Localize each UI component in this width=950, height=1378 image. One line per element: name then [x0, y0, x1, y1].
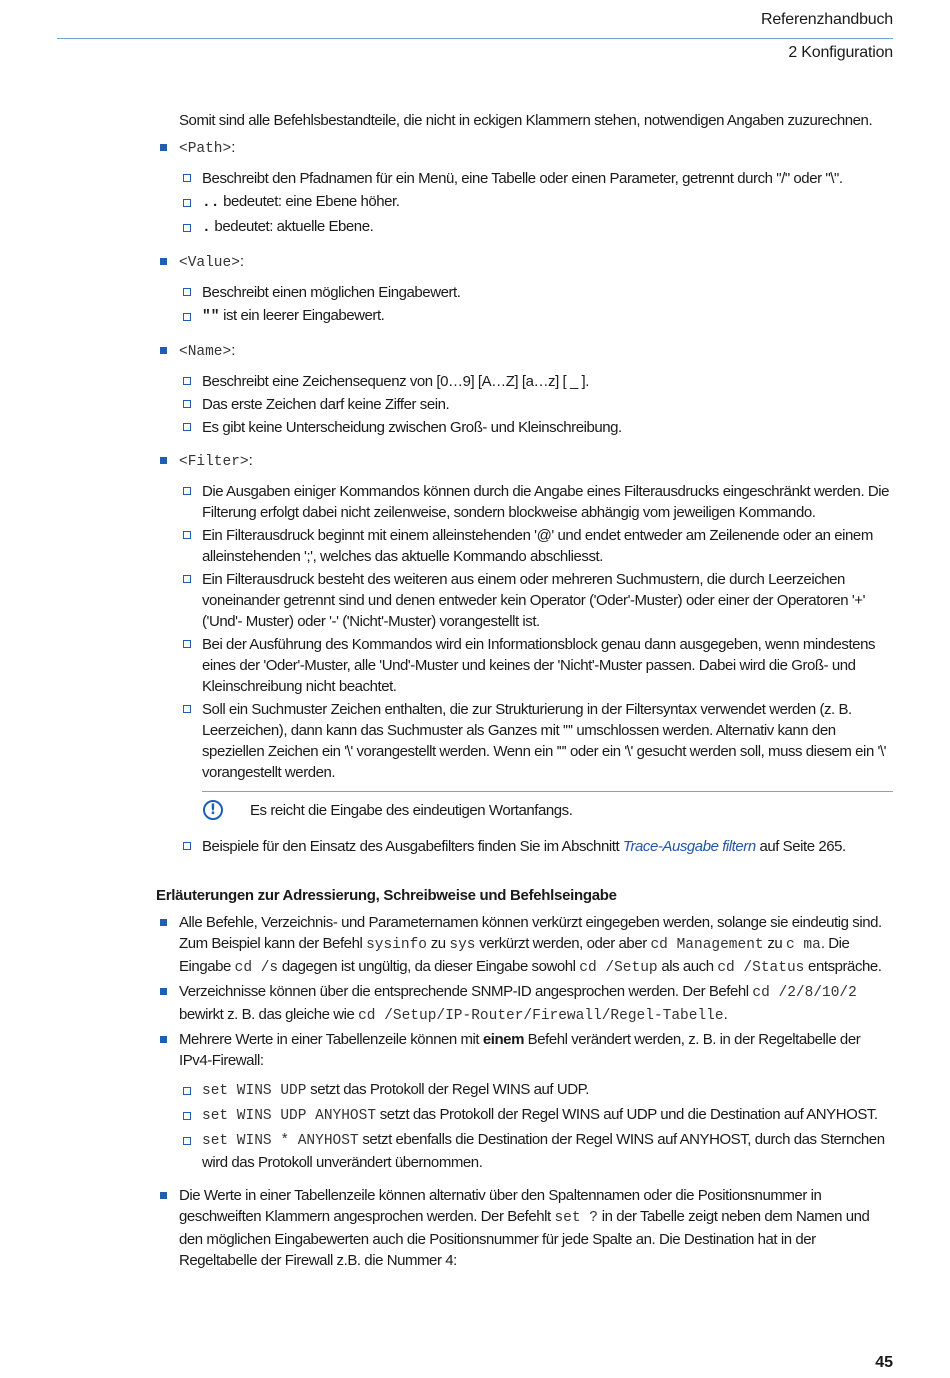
trace-filter-link[interactable]: Trace-Ausgabe filtern [622, 838, 756, 855]
sub-item: Es gibt keine Unterscheidung zwischen Groß- und Kleinschreibung. [156, 417, 893, 438]
sub-item: Ein Filterausdruck besteht des weiteren aus einem oder mehreren Suchmustern, die durch Leerzeichen voneinander getrennt sind und denen entweder kein Operator ('Oder'-Muster) oder einer der Operatoren '+' ('Und'- Muster) oder '-' ('Nicht'-Muster) vorangestellt ist. [156, 569, 893, 632]
sub-item: set WINS * ANYHOST setzt ebenfalls die Destination der Regel WINS auf ANYHOST, durch das Sternchen wird das Protokoll unverändert übernommen. [156, 1129, 893, 1173]
sub-item-example: Beispiele für den Einsatz des Ausgabefilters finden Sie im Abschnitt Trace-Ausgabe filtern auf Seite 265. [156, 836, 893, 857]
sub-item: .. bedeutet: eine Ebene höher. [156, 191, 893, 214]
list-item-path: <Path>: [156, 137, 893, 160]
code-value: <Value> [179, 255, 240, 271]
sub-item: Ein Filterausdruck beginnt mit einem alleinstehenden '@' und endet entweder am Zeilenende oder an einem alleinstehenden ';', welches das aktuelle Kommando abschliesst. [156, 525, 893, 567]
sub-item: "" ist ein leerer Eingabewert. [156, 305, 893, 328]
sub-item: set WINS UDP setzt das Protokoll der Regel WINS auf UDP. [156, 1079, 893, 1102]
sub-item: Das erste Zeichen darf keine Ziffer sein. [156, 394, 893, 415]
list-item: Alle Befehle, Verzeichnis- und Parameternamen können verkürzt eingegeben werden, solange sie eindeutig sind. Zum Beispiel kann der Befehl sysinfo zu sys verkürzt werden, oder aber cd Management zu c ma. Die Eingabe cd /s dagegen ist ungültig, da dieser Eingabe sowohl cd /Setup als auch cd /Status entspräche. [156, 912, 893, 979]
intro-paragraph: Somit sind alle Befehlsbestandteile, die nicht in eckigen Klammern stehen, notwendigen Angaben zuzurechnen. [179, 112, 873, 129]
section-heading: Erläuterungen zur Adressierung, Schreibweise und Befehlseingabe [156, 887, 617, 904]
list-item-name: <Name>: [156, 340, 893, 363]
sub-item: set WINS UDP ANYHOST setzt das Protokoll der Regel WINS auf UDP und die Destination auf ANYHOST. [156, 1104, 893, 1127]
sub-item: Bei der Ausführung des Kommandos wird ein Informationsblock genau dann ausgegeben, wenn mindestens eines der 'Oder'-Muster, alle 'Und'-Muster und keines der 'Nicht'-Muster passen. Dabei wird die Groß- und Kleinschreibung nicht beachtet. [156, 634, 893, 697]
page-content [156, 110, 893, 1271]
sub-item: Soll ein Suchmuster Zeichen enthalten, die zur Strukturierung in der Filtersyntax verwendet werden (z. B. Leerzeichen), dann kann das Suchmuster als Ganzes mit '"' umschlossen werden. Alternativ kann den speziellen Zeichen ein '\' vorangestellt werden. Wenn ein '"' oder ein '\' gesucht werden soll, muss diesem ein '\' vorangestellt werden. [156, 699, 893, 783]
list-item: Verzeichnisse können über die entsprechende SNMP-ID angesprochen werden. Der Befehl cd /2/8/10/2 bewirkt z. B. das gleiche wie cd /Setup/IP-Router/Firewall/Regel-Tabelle. [156, 981, 893, 1027]
sub-item: . bedeutet: aktuelle Ebene. [156, 216, 893, 239]
code-filter: <Filter> [179, 454, 249, 470]
list-item-filter: <Filter>: [156, 450, 893, 473]
running-header-title: Referenzhandbuch [760, 11, 893, 28]
running-header-chapter: 2 Konfiguration [788, 44, 893, 61]
list-item: Mehrere Werte in einer Tabellenzeile können mit einem Befehl verändert werden, z. B. in der Regeltabelle der IPv4-Firewall: [156, 1029, 893, 1071]
code-path: <Path> [179, 141, 232, 157]
list-item-value: <Value>: [156, 251, 893, 274]
note-box [202, 791, 893, 826]
sub-item: Beschreibt einen möglichen Eingabewert. [156, 282, 893, 303]
note-text: Es reicht die Eingabe des eindeutigen Wortanfangs. [250, 802, 573, 819]
code-name: <Name> [179, 344, 232, 360]
sub-item: Beschreibt den Pfadnamen für ein Menü, eine Tabelle oder einen Parameter, getrennt durch "/" oder "\". [156, 168, 893, 189]
info-icon: ! [203, 800, 223, 820]
page-number: 45 [875, 1354, 893, 1371]
sub-item: Die Ausgaben einiger Kommandos können durch die Angabe eines Filterausdrucks eingeschränkt werden. Die Filterung erfolgt dabei nicht zeilenweise, sondern blockweise abhängig vom jeweiligen Kommando. [156, 481, 893, 523]
header-rule [57, 38, 893, 39]
sub-item: Beschreibt eine Zeichensequenz von [0…9] [A…Z] [a…z] [ _ ]. [156, 371, 893, 392]
list-item: Die Werte in einer Tabellenzeile können alternativ über den Spaltennamen oder die Positionsnummer in geschweiften Klammern angesprochen werden. Der Befehlt set ? in der Tabelle zeigt neben dem Namen und den möglichen Eingabewerten auch die Positionsnummer für jede Spalte an. Die Destination hat in der Regeltabelle der Firewall z.B. die Nummer 4: [156, 1185, 893, 1271]
